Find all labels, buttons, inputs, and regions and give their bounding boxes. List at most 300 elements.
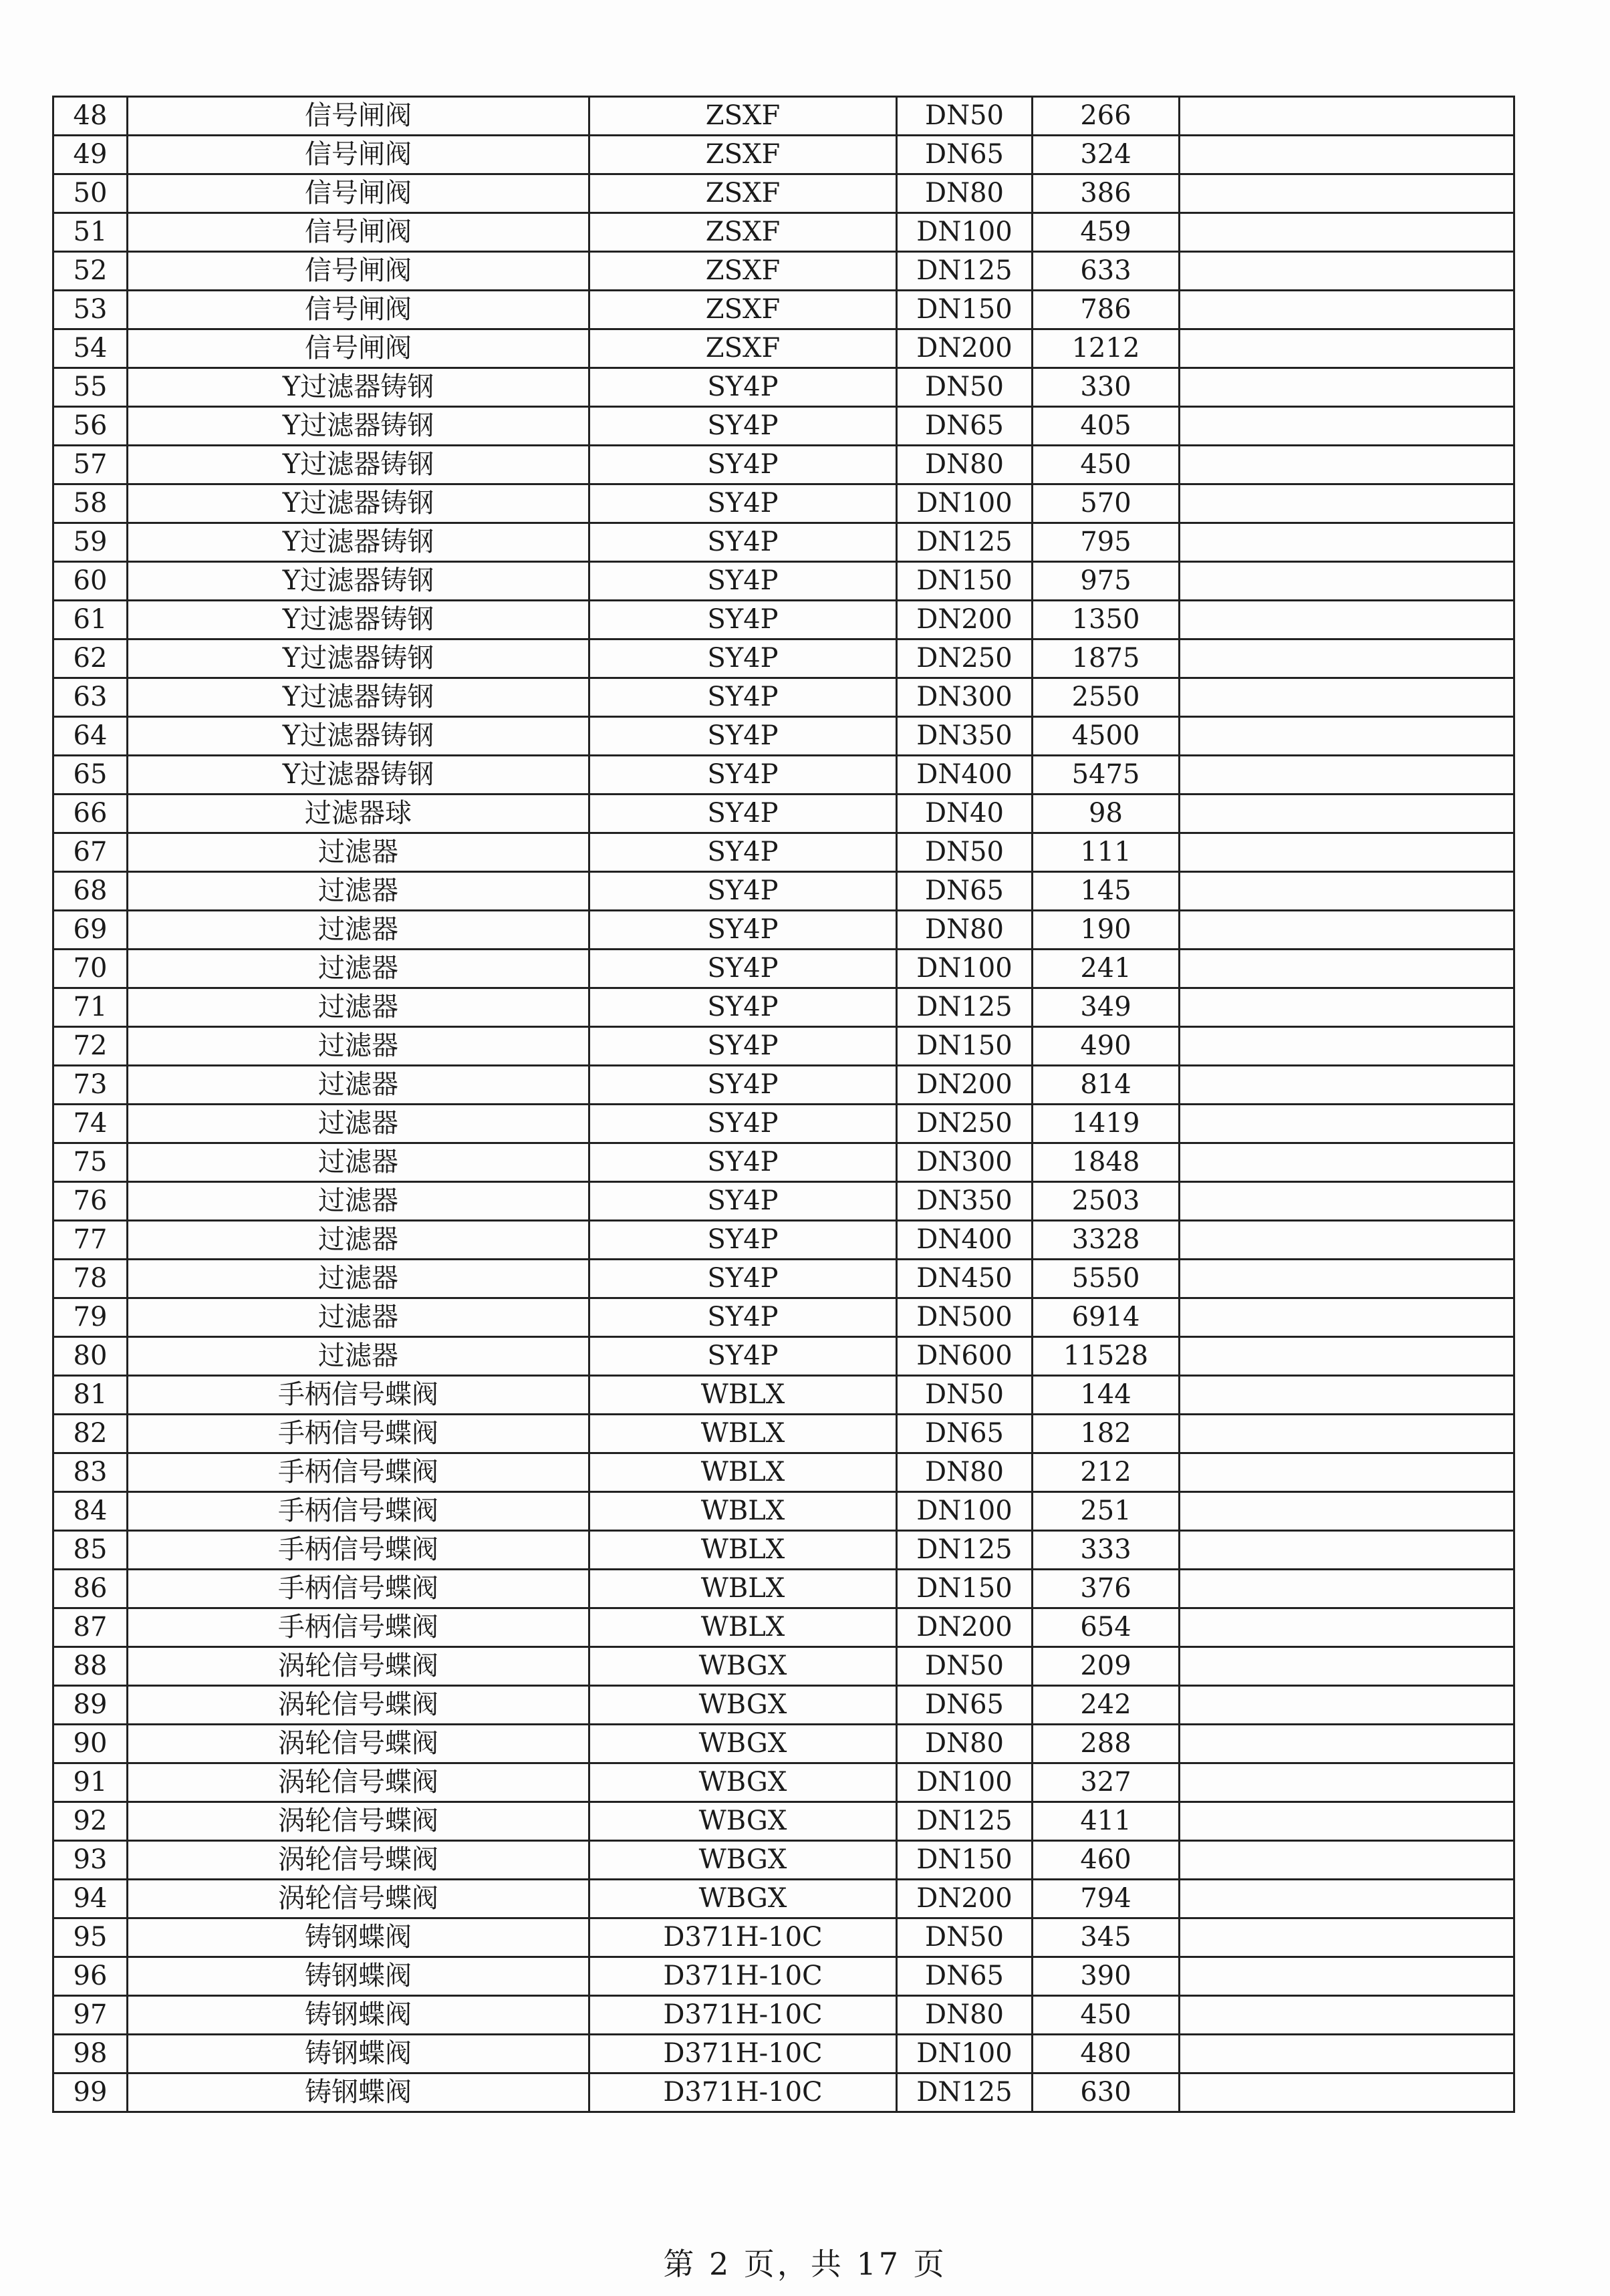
product-name-cell: Y过滤器铸钢 [128,407,589,446]
row-number-cell: 79 [53,1298,128,1337]
unit-price-cell: 814 [1033,1066,1180,1105]
row-number-cell: 61 [53,601,128,639]
product-name-cell: 过滤器 [128,950,589,988]
size-spec-cell: DN65 [897,407,1033,446]
unit-price-cell: 11528 [1033,1337,1180,1376]
size-spec-cell: DN100 [897,484,1033,523]
row-number-cell: 81 [53,1376,128,1415]
product-name-cell: 过滤器 [128,1221,589,1260]
row-number-cell: 66 [53,795,128,833]
unit-price-cell: 490 [1033,1027,1180,1066]
unit-price-cell: 98 [1033,795,1180,833]
unit-price-cell: 5475 [1033,756,1180,795]
size-spec-cell: DN65 [897,136,1033,174]
remarks-cell [1180,1260,1514,1298]
unit-price-cell: 324 [1033,136,1180,174]
row-number-cell: 48 [53,97,128,136]
row-number-cell: 65 [53,756,128,795]
row-number-cell: 54 [53,329,128,368]
product-name-cell: 过滤器 [128,1143,589,1182]
price-table-body [53,97,1514,2112]
unit-price-cell: 6914 [1033,1298,1180,1337]
unit-price-cell: 450 [1033,1996,1180,2035]
table-row [53,1686,1514,1725]
model-number-cell: SY4P [589,1221,897,1260]
model-number-cell: SY4P [589,833,897,872]
model-number-cell: SY4P [589,1182,897,1221]
remarks-cell [1180,1802,1514,1841]
model-number-cell: D371H-10C [589,1957,897,1996]
model-number-cell: SY4P [589,639,897,678]
remarks-cell [1180,368,1514,407]
table-row [53,1337,1514,1376]
row-number-cell: 99 [53,2073,128,2112]
size-spec-cell: DN80 [897,446,1033,484]
unit-price-cell: 376 [1033,1570,1180,1608]
model-number-cell: SY4P [589,562,897,601]
size-spec-cell: DN200 [897,601,1033,639]
table-row [53,562,1514,601]
size-spec-cell: DN400 [897,756,1033,795]
size-spec-cell: DN65 [897,1686,1033,1725]
unit-price-cell: 212 [1033,1453,1180,1492]
size-spec-cell: DN125 [897,523,1033,562]
unit-price-cell: 349 [1033,988,1180,1027]
model-number-cell: SY4P [589,756,897,795]
size-spec-cell: DN150 [897,562,1033,601]
model-number-cell: D371H-10C [589,2073,897,2112]
size-spec-cell: DN150 [897,1841,1033,1880]
row-number-cell: 62 [53,639,128,678]
table-row [53,756,1514,795]
model-number-cell: SY4P [589,446,897,484]
table-row [53,2073,1514,2112]
remarks-cell [1180,446,1514,484]
table-row [53,484,1514,523]
product-name-cell: 信号闸阀 [128,174,589,213]
row-number-cell: 70 [53,950,128,988]
unit-price-cell: 1875 [1033,639,1180,678]
remarks-cell [1180,1686,1514,1725]
table-row [53,1841,1514,1880]
remarks-cell [1180,1841,1514,1880]
product-name-cell: 铸钢蝶阀 [128,1918,589,1957]
unit-price-cell: 795 [1033,523,1180,562]
product-name-cell: 过滤器 [128,1182,589,1221]
model-number-cell: WBLX [589,1453,897,1492]
unit-price-cell: 480 [1033,2035,1180,2073]
product-name-cell: 信号闸阀 [128,213,589,252]
model-number-cell: SY4P [589,601,897,639]
unit-price-cell: 345 [1033,1918,1180,1957]
product-name-cell: 手柄信号蝶阀 [128,1608,589,1647]
unit-price-cell: 5550 [1033,1260,1180,1298]
product-name-cell: Y过滤器铸钢 [128,562,589,601]
size-spec-cell: DN100 [897,1763,1033,1802]
size-spec-cell: DN250 [897,639,1033,678]
product-name-cell: 铸钢蝶阀 [128,1957,589,1996]
table-row [53,136,1514,174]
model-number-cell: SY4P [589,678,897,717]
table-row [53,97,1514,136]
model-number-cell: WBGX [589,1647,897,1686]
model-number-cell: SY4P [589,795,897,833]
product-name-cell: 信号闸阀 [128,252,589,291]
unit-price-cell: 1419 [1033,1105,1180,1143]
model-number-cell: ZSXF [589,136,897,174]
product-name-cell: Y过滤器铸钢 [128,756,589,795]
remarks-cell [1180,678,1514,717]
size-spec-cell: DN80 [897,174,1033,213]
model-number-cell: SY4P [589,1260,897,1298]
table-row [53,446,1514,484]
table-row [53,1376,1514,1415]
product-name-cell: 信号闸阀 [128,291,589,329]
size-spec-cell: DN200 [897,329,1033,368]
model-number-cell: WBLX [589,1608,897,1647]
unit-price-cell: 242 [1033,1686,1180,1725]
row-number-cell: 71 [53,988,128,1027]
remarks-cell [1180,988,1514,1027]
table-row [53,988,1514,1027]
table-row [53,639,1514,678]
row-number-cell: 82 [53,1415,128,1453]
unit-price-cell: 251 [1033,1492,1180,1531]
size-spec-cell: DN80 [897,911,1033,950]
row-number-cell: 55 [53,368,128,407]
row-number-cell: 51 [53,213,128,252]
remarks-cell [1180,1182,1514,1221]
unit-price-cell: 2550 [1033,678,1180,717]
table-row [53,213,1514,252]
remarks-cell [1180,1105,1514,1143]
table-row [53,1453,1514,1492]
table-row [53,1027,1514,1066]
model-number-cell: SY4P [589,872,897,911]
row-number-cell: 58 [53,484,128,523]
size-spec-cell: DN450 [897,1260,1033,1298]
unit-price-cell: 450 [1033,446,1180,484]
row-number-cell: 91 [53,1763,128,1802]
size-spec-cell: DN80 [897,1725,1033,1763]
row-number-cell: 72 [53,1027,128,1066]
row-number-cell: 97 [53,1996,128,2035]
product-name-cell: 涡轮信号蝶阀 [128,1802,589,1841]
table-row [53,1066,1514,1105]
remarks-cell [1180,1647,1514,1686]
product-name-cell: 信号闸阀 [128,329,589,368]
row-number-cell: 85 [53,1531,128,1570]
row-number-cell: 88 [53,1647,128,1686]
unit-price-cell: 1848 [1033,1143,1180,1182]
model-number-cell: SY4P [589,1337,897,1376]
model-number-cell: SY4P [589,1066,897,1105]
model-number-cell: SY4P [589,1143,897,1182]
row-number-cell: 92 [53,1802,128,1841]
remarks-cell [1180,1570,1514,1608]
remarks-cell [1180,252,1514,291]
remarks-cell [1180,1143,1514,1182]
remarks-cell [1180,407,1514,446]
remarks-cell [1180,1027,1514,1066]
size-spec-cell: DN125 [897,1802,1033,1841]
remarks-cell [1180,1376,1514,1415]
product-name-cell: 信号闸阀 [128,97,589,136]
table-row [53,1918,1514,1957]
product-name-cell: Y过滤器铸钢 [128,639,589,678]
unit-price-cell: 209 [1033,1647,1180,1686]
table-row [53,911,1514,950]
remarks-cell [1180,1066,1514,1105]
remarks-cell [1180,2035,1514,2073]
model-number-cell: WBLX [589,1415,897,1453]
remarks-cell [1180,484,1514,523]
model-number-cell: WBGX [589,1841,897,1880]
table-row [53,174,1514,213]
remarks-cell [1180,1996,1514,2035]
remarks-cell [1180,756,1514,795]
table-row [53,291,1514,329]
product-name-cell: 涡轮信号蝶阀 [128,1763,589,1802]
table-row [53,1492,1514,1531]
unit-price-cell: 630 [1033,2073,1180,2112]
remarks-cell [1180,1453,1514,1492]
table-row [53,523,1514,562]
model-number-cell: SY4P [589,407,897,446]
size-spec-cell: DN300 [897,1143,1033,1182]
unit-price-cell: 786 [1033,291,1180,329]
remarks-cell [1180,601,1514,639]
remarks-cell [1180,1221,1514,1260]
row-number-cell: 75 [53,1143,128,1182]
table-row [53,1725,1514,1763]
row-number-cell: 76 [53,1182,128,1221]
size-spec-cell: DN50 [897,1376,1033,1415]
product-name-cell: 过滤器 [128,911,589,950]
model-number-cell: WBLX [589,1376,897,1415]
row-number-cell: 63 [53,678,128,717]
table-row [53,252,1514,291]
row-number-cell: 98 [53,2035,128,2073]
row-number-cell: 77 [53,1221,128,1260]
remarks-cell [1180,213,1514,252]
unit-price-cell: 794 [1033,1880,1180,1918]
row-number-cell: 50 [53,174,128,213]
row-number-cell: 59 [53,523,128,562]
product-name-cell: 涡轮信号蝶阀 [128,1880,589,1918]
remarks-cell [1180,1298,1514,1337]
row-number-cell: 69 [53,911,128,950]
remarks-cell [1180,523,1514,562]
row-number-cell: 67 [53,833,128,872]
table-row [53,1143,1514,1182]
unit-price-cell: 570 [1033,484,1180,523]
size-spec-cell: DN125 [897,252,1033,291]
table-row [53,833,1514,872]
size-spec-cell: DN150 [897,1570,1033,1608]
row-number-cell: 74 [53,1105,128,1143]
unit-price-cell: 330 [1033,368,1180,407]
unit-price-cell: 633 [1033,252,1180,291]
model-number-cell: WBGX [589,1802,897,1841]
remarks-cell [1180,136,1514,174]
table-row [53,368,1514,407]
table-row [53,872,1514,911]
product-name-cell: 过滤器 [128,1298,589,1337]
product-name-cell: Y过滤器铸钢 [128,717,589,756]
model-number-cell: SY4P [589,1298,897,1337]
size-spec-cell: DN200 [897,1880,1033,1918]
size-spec-cell: DN50 [897,368,1033,407]
remarks-cell [1180,872,1514,911]
remarks-cell [1180,950,1514,988]
table-row [53,1763,1514,1802]
size-spec-cell: DN100 [897,1492,1033,1531]
table-row [53,1105,1514,1143]
table-row [53,1182,1514,1221]
remarks-cell [1180,911,1514,950]
row-number-cell: 96 [53,1957,128,1996]
unit-price-cell: 266 [1033,97,1180,136]
model-number-cell: WBLX [589,1531,897,1570]
size-spec-cell: DN50 [897,97,1033,136]
remarks-cell [1180,1415,1514,1453]
size-spec-cell: DN200 [897,1608,1033,1647]
product-name-cell: Y过滤器铸钢 [128,523,589,562]
remarks-cell [1180,2073,1514,2112]
model-number-cell: ZSXF [589,329,897,368]
size-spec-cell: DN100 [897,213,1033,252]
table-row [53,1608,1514,1647]
size-spec-cell: DN100 [897,2035,1033,2073]
model-number-cell: D371H-10C [589,1996,897,2035]
unit-price-cell: 2503 [1033,1182,1180,1221]
row-number-cell: 60 [53,562,128,601]
product-name-cell: 手柄信号蝶阀 [128,1415,589,1453]
product-name-cell: 铸钢蝶阀 [128,2035,589,2073]
table-row [53,2035,1514,2073]
size-spec-cell: DN125 [897,988,1033,1027]
table-row [53,1647,1514,1686]
size-spec-cell: DN50 [897,1647,1033,1686]
product-name-cell: Y过滤器铸钢 [128,678,589,717]
row-number-cell: 87 [53,1608,128,1647]
size-spec-cell: DN125 [897,2073,1033,2112]
size-spec-cell: DN100 [897,950,1033,988]
table-row [53,1957,1514,1996]
unit-price-cell: 390 [1033,1957,1180,1996]
remarks-cell [1180,639,1514,678]
model-number-cell: SY4P [589,1027,897,1066]
remarks-cell [1180,1957,1514,1996]
unit-price-cell: 460 [1033,1841,1180,1880]
row-number-cell: 95 [53,1918,128,1957]
product-name-cell: 涡轮信号蝶阀 [128,1841,589,1880]
row-number-cell: 90 [53,1725,128,1763]
model-number-cell: ZSXF [589,291,897,329]
remarks-cell [1180,1337,1514,1376]
size-spec-cell: DN150 [897,1027,1033,1066]
unit-price-cell: 1350 [1033,601,1180,639]
price-table [52,96,1515,2113]
row-number-cell: 68 [53,872,128,911]
remarks-cell [1180,1763,1514,1802]
size-spec-cell: DN65 [897,1957,1033,1996]
unit-price-cell: 654 [1033,1608,1180,1647]
table-row [53,950,1514,988]
table-row [53,407,1514,446]
size-spec-cell: DN200 [897,1066,1033,1105]
remarks-cell [1180,833,1514,872]
table-row [53,1415,1514,1453]
table-row [53,1996,1514,2035]
product-name-cell: 手柄信号蝶阀 [128,1453,589,1492]
row-number-cell: 64 [53,717,128,756]
product-name-cell: Y过滤器铸钢 [128,446,589,484]
product-name-cell: 过滤器 [128,833,589,872]
model-number-cell: WBGX [589,1725,897,1763]
product-name-cell: 过滤器球 [128,795,589,833]
model-number-cell: SY4P [589,950,897,988]
unit-price-cell: 288 [1033,1725,1180,1763]
row-number-cell: 80 [53,1337,128,1376]
model-number-cell: SY4P [589,368,897,407]
size-spec-cell: DN65 [897,872,1033,911]
size-spec-cell: DN65 [897,1415,1033,1453]
unit-price-cell: 182 [1033,1415,1180,1453]
table-row [53,1531,1514,1570]
product-name-cell: 过滤器 [128,1337,589,1376]
table-row [53,1298,1514,1337]
model-number-cell: WBGX [589,1880,897,1918]
size-spec-cell: DN400 [897,1221,1033,1260]
row-number-cell: 73 [53,1066,128,1105]
size-spec-cell: DN600 [897,1337,1033,1376]
row-number-cell: 89 [53,1686,128,1725]
unit-price-cell: 327 [1033,1763,1180,1802]
model-number-cell: WBGX [589,1686,897,1725]
model-number-cell: WBLX [589,1570,897,1608]
product-name-cell: 涡轮信号蝶阀 [128,1686,589,1725]
product-name-cell: 铸钢蝶阀 [128,2073,589,2112]
row-number-cell: 56 [53,407,128,446]
product-name-cell: 手柄信号蝶阀 [128,1376,589,1415]
unit-price-cell: 3328 [1033,1221,1180,1260]
table-row [53,601,1514,639]
unit-price-cell: 975 [1033,562,1180,601]
product-name-cell: 过滤器 [128,988,589,1027]
row-number-cell: 94 [53,1880,128,1918]
row-number-cell: 57 [53,446,128,484]
product-name-cell: 信号闸阀 [128,136,589,174]
table-row [53,1221,1514,1260]
remarks-cell [1180,795,1514,833]
unit-price-cell: 1212 [1033,329,1180,368]
remarks-cell [1180,97,1514,136]
remarks-cell [1180,1608,1514,1647]
model-number-cell: D371H-10C [589,1918,897,1957]
size-spec-cell: DN50 [897,833,1033,872]
page-footer: 第 2 页，共 17 页 [663,2246,947,2282]
row-number-cell: 78 [53,1260,128,1298]
size-spec-cell: DN40 [897,795,1033,833]
model-number-cell: SY4P [589,484,897,523]
model-number-cell: ZSXF [589,97,897,136]
table-row [53,1802,1514,1841]
remarks-cell [1180,1918,1514,1957]
remarks-cell [1180,329,1514,368]
size-spec-cell: DN500 [897,1298,1033,1337]
